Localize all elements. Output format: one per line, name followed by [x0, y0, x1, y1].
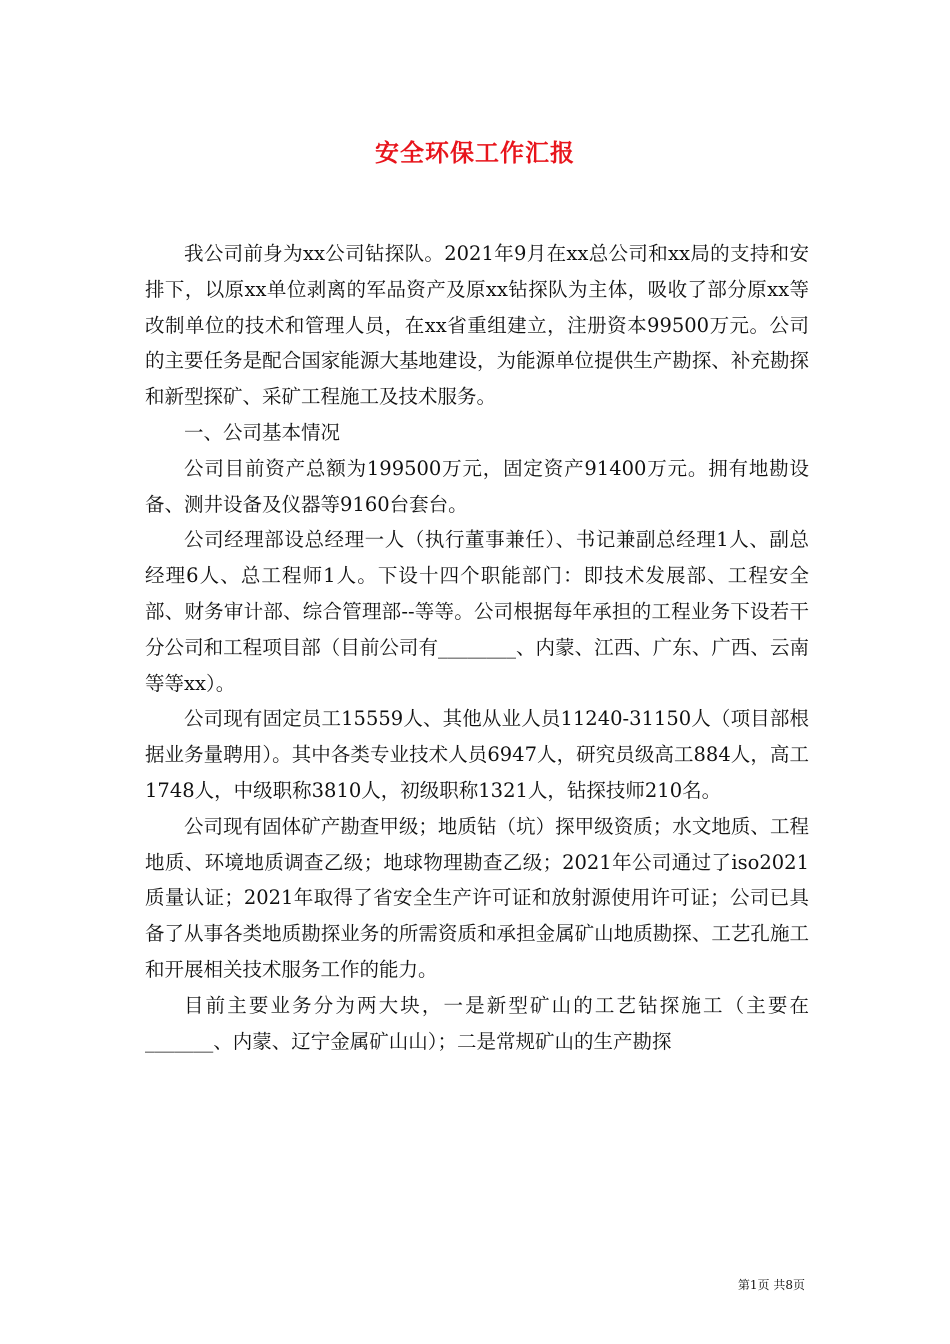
document-title: 安全环保工作汇报: [375, 138, 575, 167]
paragraph-qualifications: 公司现有固体矿产勘查甲级；地质钻（坑）探甲级资质；水文地质、工程地质、环境地质调查乙级；地球物理勘查乙级；2021年公司通过了iso2021质量认证；2021年取得了省安全生产许可证和放射源使用许可证；公司已具备了从事各类地质勘探业务的所需资质和承担金属矿山地质勘探、工艺孔施工和开展相关技术服务工作的能力。: [145, 814, 809, 981]
page-number-footer: 第1页 共8页: [737, 1278, 805, 1292]
paragraph-intro: 我公司前身为xx公司钻探队。2021年9月在xx总公司和xx局的支持和安排下，以原xx单位剥离的军品资产及原xx钻探队为主体，吸收了部分原xx等改制单位的技术和管理人员，在xx省重组建立，注册资本99500万元。公司的主要任务是配合国家能源大基地建设，为能源单位提供生产勘探、补充勘探和新型探矿、采矿工程施工及技术服务。: [145, 242, 809, 409]
document-body: [145, 236, 809, 1059]
paragraph-organization: 公司经理部设总经理一人（执行董事兼任）、书记兼副总经理1人、副总经理6人、总工程师1人。下设十四个职能部门：即技术发展部、工程安全部、财务审计部、综合管理部--等等。公司根据每年承担的工程业务下设若干分公司和工程项目部（目前公司有________、内蒙、江西、广东、广西、云南等等xx）。: [145, 528, 809, 695]
section-heading-basic-info: 一、公司基本情况: [184, 420, 341, 444]
paragraph-staff: 公司现有固定员工15559人、其他从业人员11240-31150人（项目部根据业务量聘用）。其中各类专业技术人员6947人，研究员级高工884人，高工1748人，中级职称3810人，初级职称1321人，钻探技师210名。: [145, 707, 809, 802]
paragraph-business: 目前主要业务分为两大块，一是新型矿山的工艺钻探施工（主要在_______、内蒙、辽宁金属矿山山）；二是常规矿山的生产勘探: [145, 993, 809, 1053]
paragraph-assets: 公司目前资产总额为199500万元，固定资产91400万元。拥有地勘设备、测井设备及仪器等9160台套台。: [145, 456, 809, 516]
